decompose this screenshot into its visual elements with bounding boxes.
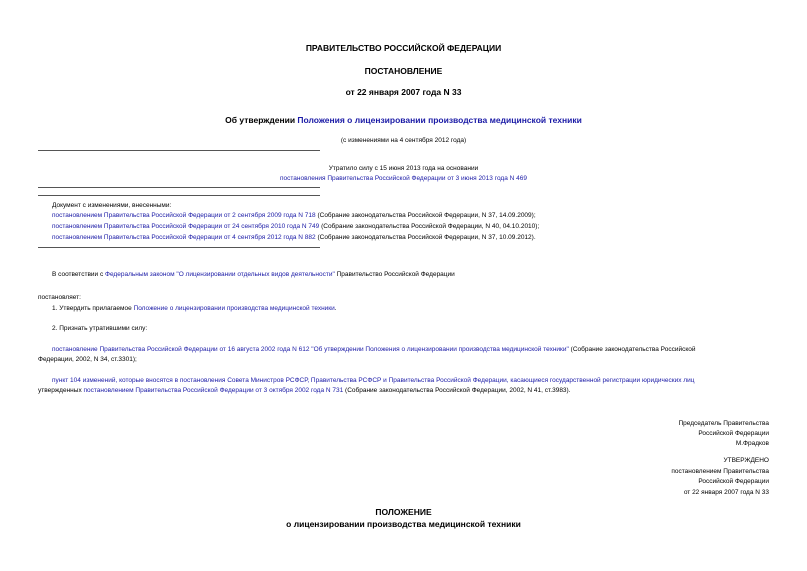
expired-basis-link[interactable]: постановления Правительства Российской Федерации от 3 июня 2013 года N 469 (280, 175, 527, 182)
change-source: (Собрание законодательства Российской Федерации, N 40, 04.10.2010); (319, 223, 540, 230)
voided-act-2-approval-link[interactable]: постановлением Правительства Российской Федерации от 3 октября 2002 года N 731 (83, 387, 344, 394)
title-prefix: Об утверждении (225, 115, 298, 125)
signature-block (678, 419, 769, 449)
change-link[interactable]: постановлением Правительства Российской Федерации от 2 сентября 2009 года N 718 (52, 212, 316, 219)
change-link[interactable]: постановлением Правительства Российской Федерации от 24 сентября 2010 года N 749 (52, 223, 320, 230)
voided-act-1-link[interactable]: постановление Правительства Российской Федерации от 16 августа 2002 года N 612 "Об утверждении Положения о лицензировании производства медицинской техники" (52, 346, 569, 353)
decrees-word: постановляет: (38, 294, 81, 301)
clause-1-prefix: 1. Утвердить прилагаемое (52, 305, 134, 312)
change-source: (Собрание законодательства Российской Федерации, N 37, 14.09.2009); (315, 212, 536, 219)
voided-act-2-prefix: утвержденных (38, 387, 84, 394)
approval-date: от 22 января 2007 года N 33 (683, 488, 769, 496)
voided-act-1-source: (Собрание законодательства Российской (568, 346, 696, 353)
voided-act-1-continuation: Федерации, 2002, N 34, ст.3301); (38, 356, 137, 363)
changes-intro: Документ с изменениями, внесенными: (52, 202, 172, 209)
separator-line (38, 195, 320, 196)
voided-act-2-link-text[interactable]: пункт 104 изменений, которые вносятся в постановления Совета Министров РСФСР, Правительства РСФСР и Правительства Российской Федерации, касающиеся государственной регистрации юридических лиц (52, 377, 695, 384)
federal-law-link[interactable]: Федеральным законом "О лицензировании отдельных видов деятельности" (105, 271, 335, 278)
voided-act-2-continuation (38, 386, 571, 395)
clause-1 (52, 304, 337, 313)
clause-1-suffix: . (334, 305, 337, 312)
government-heading: ПРАВИТЕЛЬСТВО РОССИЙСКОЙ ФЕДЕРАЦИИ (305, 43, 502, 53)
separator-line (38, 187, 320, 188)
approval-block (671, 456, 769, 498)
basis-prefix: В соответствии с (52, 271, 106, 278)
title-link[interactable]: Положения о лицензировании производства медицинской техники (297, 115, 582, 125)
document-type: ПОСТАНОВЛЕНИЕ (364, 66, 443, 76)
voided-act-2-source: (Собрание законодательства Российской Федерации, 2002, N 41, ст.3983). (343, 387, 571, 394)
change-item (52, 222, 539, 231)
voided-act-2-link (52, 376, 694, 385)
amendments-note: (с изменениями на 4 сентября 2012 года) (340, 137, 467, 144)
approval-country: Российской Федерации (698, 478, 769, 485)
voided-act-1 (52, 345, 696, 354)
separator-line (38, 247, 320, 248)
basis-suffix: Правительство Российской Федерации (334, 271, 455, 278)
regulation-title: ПОЛОЖЕНИЕ (375, 507, 432, 517)
regulation-link[interactable]: Положение о лицензировании производства медицинской техники (133, 305, 335, 312)
clause-2: 2. Признать утратившими силу: (52, 325, 148, 332)
approval-by: постановлением Правительства (671, 467, 769, 475)
change-item (52, 211, 536, 220)
document-title (0, 116, 807, 125)
change-link[interactable]: постановлением Правительства Российской Федерации от 4 сентября 2012 года N 882 (52, 234, 316, 241)
change-source: (Собрание законодательства Российской Федерации, N 37, 10.09.2012). (315, 234, 536, 241)
signature-name: М.Фрадков (735, 440, 769, 447)
separator-line (38, 150, 320, 151)
change-item (52, 233, 536, 242)
document-date-number: от 22 января 2007 года N 33 (345, 87, 462, 97)
approval-heading: УТВЕРЖДЕНО (723, 457, 769, 464)
regulation-subtitle: о лицензировании производства медицинской техники (286, 519, 521, 529)
signature-country: Российской Федерации (698, 430, 769, 437)
expired-notice: Утратило силу с 15 июня 2013 года на основании (328, 165, 479, 172)
signature-title: Председатель Правительства (678, 420, 769, 427)
legal-basis (52, 270, 455, 279)
